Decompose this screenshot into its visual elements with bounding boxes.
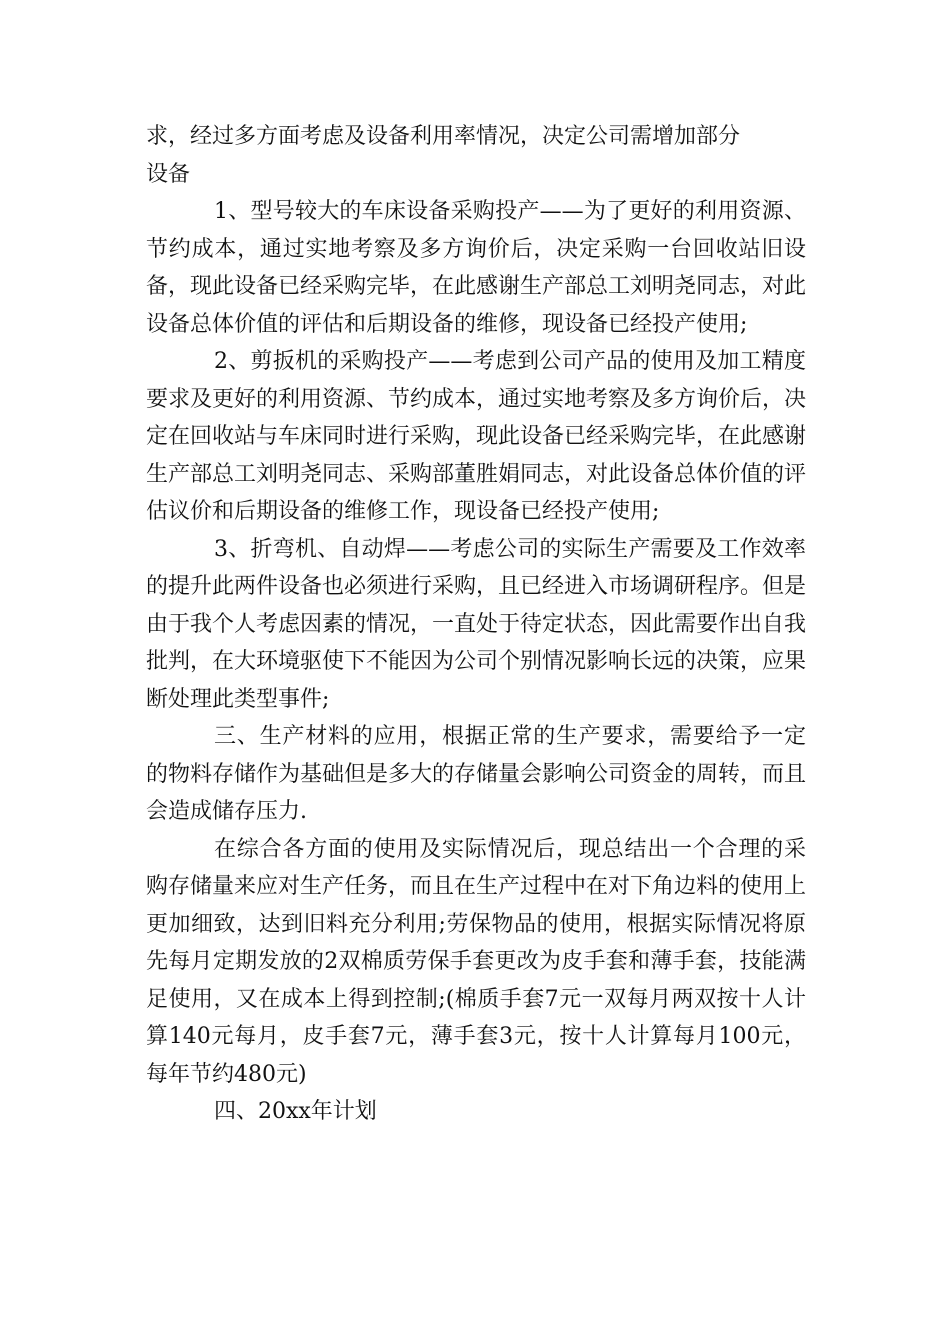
paragraph-summary: 在综合各方面的使用及实际情况后，现总结出一个合理的采购存储量来应对生产任务，而且在生产过程中在对下角边料的使用上更加细致，达到旧料充分利用;劳保物品的使用，根据实际情况将原先每月定期发放的2双棉质劳保手套更改为皮手套和薄手套，技能满足使用，又在成本上得到控制;(棉质手套7元一双每月两双按十人计算140元每月，皮手套7元，薄手套3元，按十人计算每月100元，每年节约480元) [146, 836, 807, 1087]
paragraph-section-3-materials: 三、生产材料的应用，根据正常的生产要求，需要给予一定的物料存储作为基础但是多大的存储量会影响公司资金的周转，而且会造成储存压力. [146, 724, 807, 824]
document-body [146, 118, 806, 1131]
paragraph-item-2-shear: 2、剪扳机的采购投产——考虑到公司产品的使用及加工精度要求及更好的利用资源、节约成本，通过实地考察及多方询价后，决定在回收站与车床同时进行采购，现此设备已经采购完毕，在此感谢生产部总工刘明尧同志、采购部董胜娟同志，对此设备总体价值的评估议价和后期设备的维修工作，现设备已经投产使用; [146, 349, 807, 524]
paragraph-section-4-heading: 四、20xx年计划 [214, 1099, 377, 1124]
paragraph-continuation: 求，经过多方面考虑及设备利用率情况，决定公司需增加部分 设备 [146, 124, 741, 187]
paragraph-item-3-bender-welder: 3、折弯机、自动焊——考虑公司的实际生产需要及工作效率的提升此两件设备也必须进行采购，且已经进入市场调研程序。但是由于我个人考虑因素的情况，一直处于待定状态，因此需要作出自我批判，在大环境驱使下不能因为公司个别情况影响长远的决策，应果断处理此类型事件; [146, 536, 807, 712]
paragraph-item-1-lathe: 1、型号较大的车床设备采购投产——为了更好的利用资源、节约成本，通过实地考察及多方询价后，决定采购一台回收站旧设备，现此设备已经采购完毕，在此感谢生产部总工刘明尧同志，对此设备总体价值的评估和后期设备的维修，现设备已经投产使用; [146, 199, 807, 337]
